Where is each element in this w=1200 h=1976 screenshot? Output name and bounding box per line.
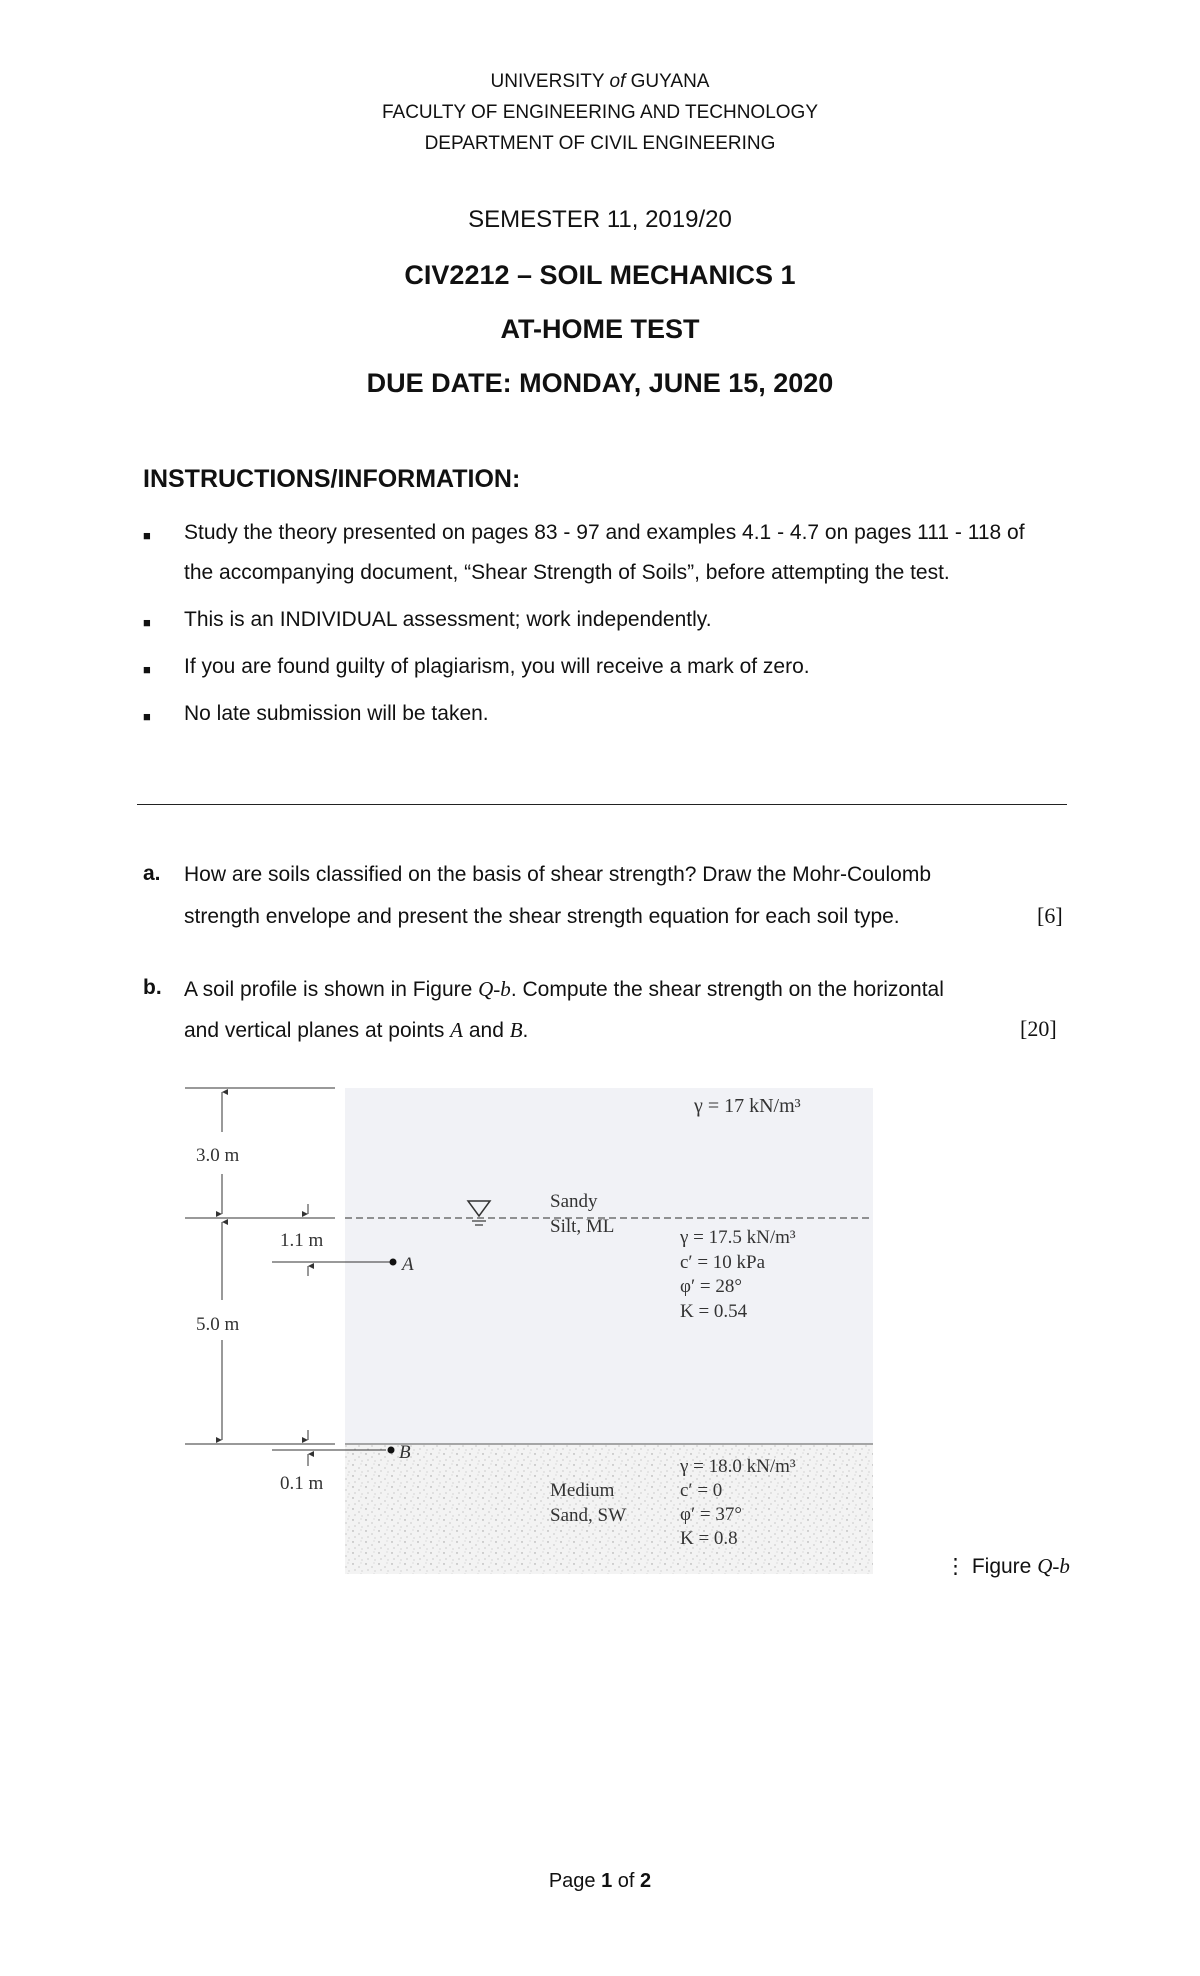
point-b-marker [388,1447,395,1454]
question-b-marks: [20] [1020,1016,1057,1041]
instruction-item-3: If you are found guilty of plagiarism, you will receive a mark of zero. [184,655,810,678]
semester-title: SEMESTER 11, 2019/20 [468,206,732,233]
question-a-line1: How are soils classified on the basis of shear strength? Draw the Mohr-Coulomb [184,863,932,886]
layer1-name-line1: Sandy [550,1191,598,1212]
silt-layer [345,1088,873,1444]
figure-caption: ⋮ Figure Q-b [945,1554,1070,1578]
layer1-name-line2: Silt, ML [550,1216,615,1237]
layer2-gamma: γ = 18.0 kN/m³ [680,1456,796,1477]
layer2-k-value: K = 0.8 [680,1528,738,1549]
bullet-icon: ■ [143,615,151,630]
question-b-line2: and vertical planes at points A and B. [184,1018,529,1042]
dim-label-0-1m: 0.1 m [280,1473,324,1494]
bullet-icon: ■ [143,709,151,724]
layer1-gamma-dry: γ = 17 kN/m³ [694,1095,801,1117]
instruction-item-4: No late submission will be taken. [184,702,489,725]
question-b-line1: A soil profile is shown in Figure Q-b. Compute the shear strength on the horizontal [184,977,944,1001]
layer2-name-line1: Medium [550,1480,615,1501]
point-a-label: A [402,1254,414,1275]
page-footer: Page 1 of 2 [548,1870,652,1892]
faculty-name: FACULTY OF ENGINEERING AND TECHNOLOGY [381,102,819,123]
instructions-heading: INSTRUCTIONS/INFORMATION: [143,465,521,493]
bullet-icon: ■ [143,528,151,543]
layer1-cohesion: c′ = 10 kPa [680,1252,766,1273]
question-a-label: a. [143,862,161,885]
layer2-name-line2: Sand, SW [550,1505,626,1526]
instruction-item-2: This is an INDIVIDUAL assessment; work independently. [184,608,712,631]
instruction-item-1-line2: the accompanying document, “Shear Strength of Soils”, before attempting the test. [184,561,950,584]
dim-label-1-1m: 1.1 m [280,1230,324,1251]
bullet-icon: ■ [143,662,151,677]
layer2-friction-angle: φ′ = 37° [680,1504,742,1525]
question-a-line2: strength envelope and present the shear strength equation for each soil type. [184,905,900,928]
test-title: AT-HOME TEST [500,314,700,344]
dim-label-5m: 5.0 m [196,1314,240,1335]
dim-label-3m: 3.0 m [196,1145,240,1166]
department-name: DEPARTMENT OF CIVIL ENGINEERING [424,133,776,154]
due-date: DUE DATE: MONDAY, JUNE 15, 2020 [366,368,834,398]
question-a-marks: [6] [1037,903,1063,928]
layer1-friction-angle: φ′ = 28° [680,1276,742,1297]
point-b-label: B [399,1442,411,1463]
university-name: UNIVERSITY of GUYANA [490,71,710,92]
layer1-gamma-sat: γ = 17.5 kN/m³ [680,1227,796,1248]
instruction-item-1-line1: Study the theory presented on pages 83 - 97 and examples 4.1 - 4.7 on pages 111 - 118 of [184,521,1025,544]
point-a-marker [390,1259,397,1266]
layer1-k-value: K = 0.54 [680,1301,748,1322]
course-title: CIV2212 – SOIL MECHANICS 1 [404,260,796,290]
layer2-cohesion: c′ = 0 [680,1480,723,1501]
question-b-label: b. [143,976,162,999]
